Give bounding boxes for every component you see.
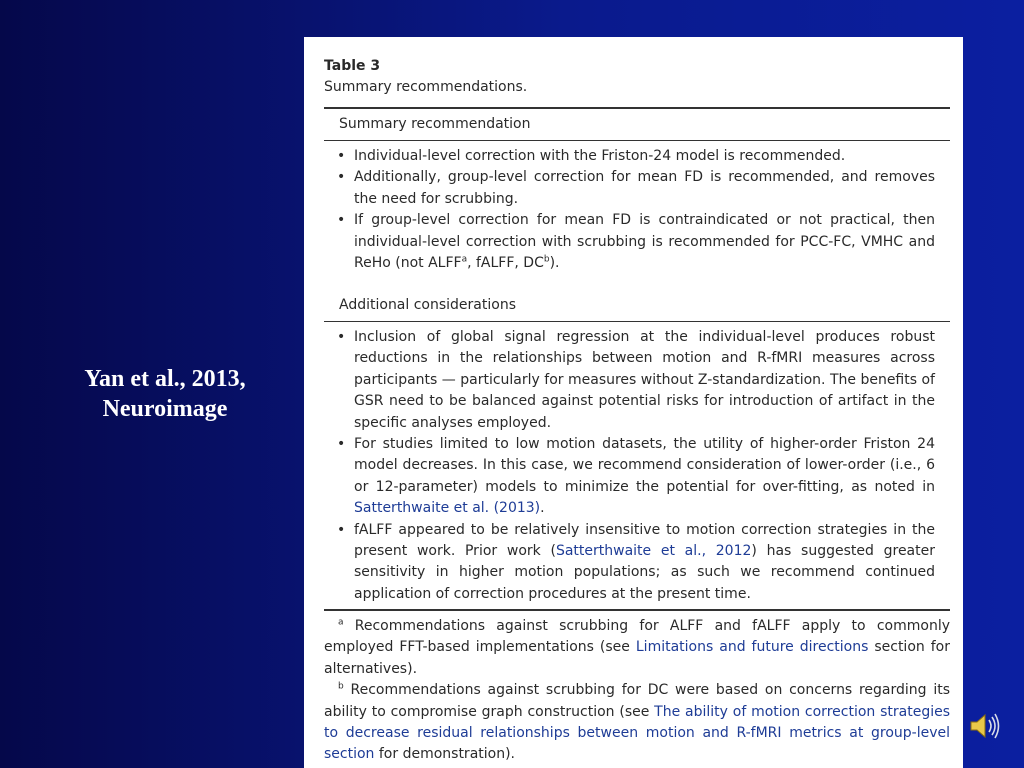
section-link[interactable]: Limitations and future directions bbox=[635, 639, 869, 656]
footnote-a: $^a$ Recommendations against scrubbing for ALFF and fALFF apply to commonly employed FFT-based implementations (see Limitations and future directions section for alternatives). bbox=[324, 617, 950, 677]
list-item: • fALFF appeared to be relatively insensitive to motion correction strategies in the present work. Prior work (Satterthwaite et al., 2012) has suggested greater sensitivity in higher motion populations; as such we recommend continued application of correction procedures at the present time. bbox=[337, 521, 935, 602]
bullet-icon: • bbox=[337, 212, 346, 229]
table-title: Summary recommendations. bbox=[324, 79, 528, 95]
bottom-rule bbox=[324, 609, 950, 611]
bullet-icon: • bbox=[337, 436, 346, 453]
bullet-icon: • bbox=[337, 169, 346, 186]
section-heading-summary: Summary recommendation bbox=[339, 116, 531, 132]
top-rule bbox=[324, 107, 950, 109]
section-link[interactable]: The ability of motion correction strategies to decrease residual relationships between motion and R-fMRI metrics at group-level section bbox=[324, 703, 950, 763]
summary-list bbox=[337, 146, 935, 274]
citation-link[interactable]: Satterthwaite et al., 2012 bbox=[555, 543, 752, 560]
list-item: • For studies limited to low motion datasets, the utility of higher-order Friston 24 model decreases. In this case, we recommend consideration of lower-order (i.e., 6 or 12-parameter) models to minimize the potential for over-fitting, as noted in Satterthwaite et al. (2013). bbox=[337, 436, 935, 517]
bullet-icon: • bbox=[337, 521, 346, 538]
header-rule bbox=[324, 140, 950, 141]
citation-link[interactable]: Satterthwaite et al. (2013) bbox=[354, 500, 541, 517]
table-label: Table 3 bbox=[324, 58, 381, 74]
bullet-icon: • bbox=[337, 329, 346, 345]
bullet-icon: • bbox=[337, 148, 346, 164]
list-item: • If group-level correction for mean FD is contraindicated or not practical, then individual-level correction with scrubbing is recommended for PCC-FC, VMHC and ReHo (not ALFF$^a$, fALFF, $DC^b$). bbox=[337, 212, 935, 272]
considerations-list bbox=[337, 327, 935, 605]
caption-line-1: Yan et al., 2013, bbox=[84, 366, 246, 392]
list-item: • Additionally, group-level correction for mean FD is recommended, and removes the need for scrubbing. bbox=[337, 169, 935, 207]
footnotes bbox=[324, 616, 950, 766]
list-item: • Inclusion of global signal regression at the individual-level produces robust reductions in the relationships between motion and R-fMRI measures across participants — particularly for measures without Z-standardization. The benefits of GSR need to be balanced against potential risks for introduction of artifact in the specific analyses employed. bbox=[337, 329, 935, 431]
speaker-icon[interactable] bbox=[966, 708, 1002, 744]
footnote-b: $^b$ Recommendations against scrubbing for DC were based on concerns regarding its ability to compromise graph construction (see The ability of motion correction strategies to decrease residual relationships between motion and R-fMRI metrics at group-level section for demonstration). bbox=[324, 681, 950, 763]
table-image bbox=[304, 37, 963, 768]
list-item: • Individual-level correction with the Friston-24 model is recommended. bbox=[337, 146, 935, 167]
section-rule bbox=[324, 321, 950, 322]
section-heading-additional: Additional considerations bbox=[339, 297, 516, 313]
slide-caption bbox=[40, 364, 290, 424]
caption-line-2: Neuroimage bbox=[102, 396, 228, 422]
